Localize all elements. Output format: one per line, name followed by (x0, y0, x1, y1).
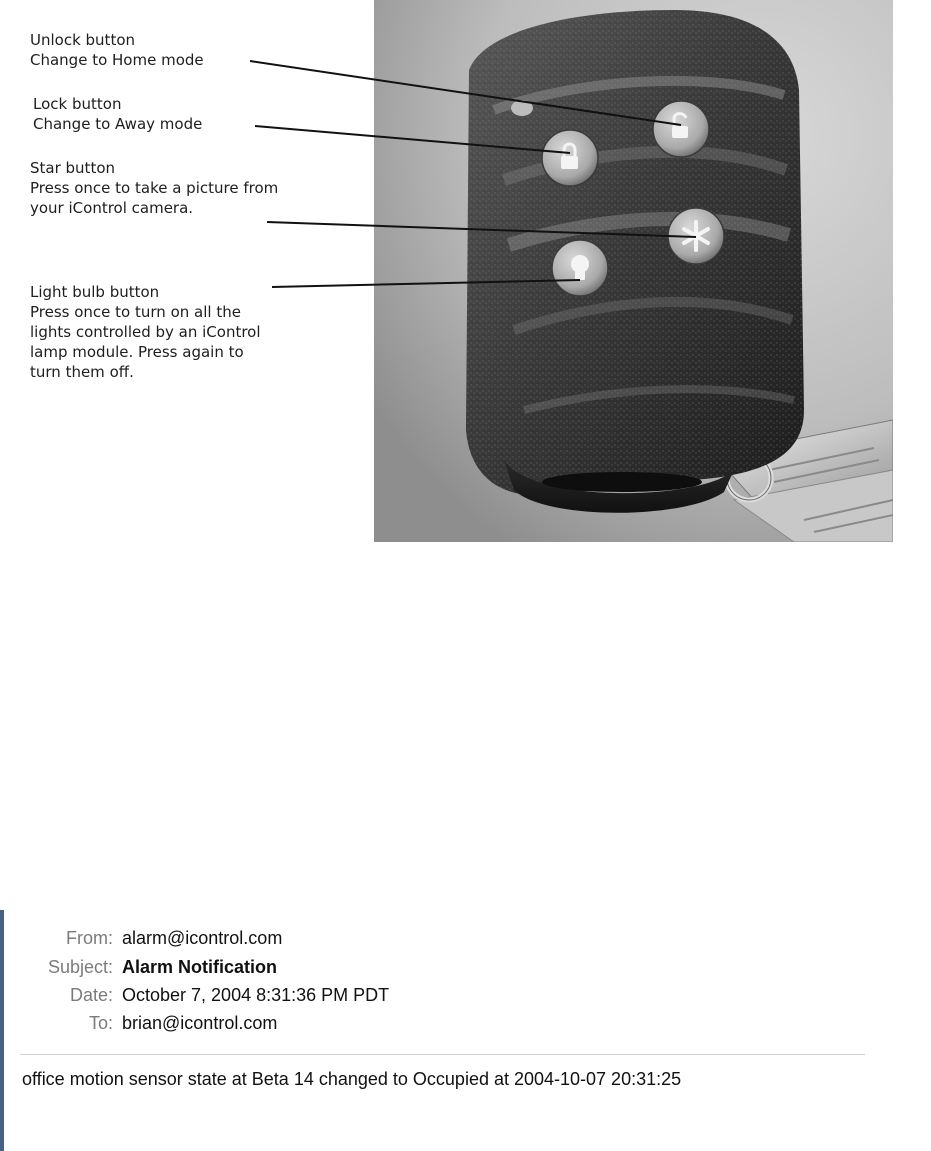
date-label: Date: (69, 985, 113, 1005)
unlock-button-illustration (653, 101, 709, 157)
lock-button-illustration (542, 130, 598, 186)
light-bulb-button-illustration (552, 240, 608, 296)
email-header-from (0, 926, 282, 950)
to-value[interactable]: brian@icontrol.com (122, 1013, 278, 1033)
from-value[interactable]: alarm@icontrol.com (122, 928, 283, 948)
callout-title: Light bulb button (30, 283, 160, 301)
callout-title: Unlock button (30, 31, 136, 49)
email-notification (0, 910, 931, 1151)
subject-label: Subject: (47, 957, 113, 977)
email-header-subject (0, 955, 277, 979)
callout-star-button (30, 158, 330, 218)
callout-description: Change to Away mode (33, 115, 203, 133)
to-label: To: (88, 1013, 113, 1033)
subject-value: Alarm Notification (122, 957, 278, 977)
email-header-date (0, 983, 389, 1007)
callout-light-bulb-button (30, 282, 330, 382)
date-value: October 7, 2004 8:31:36 PM PDT (122, 985, 390, 1005)
callout-description: Press once to turn on all the lights controlled by an iControl lamp module. Press again to turn them off. (30, 303, 261, 381)
keyfob-body (466, 10, 804, 513)
callout-lock-button (33, 94, 333, 134)
callout-description: Change to Home mode (30, 51, 204, 69)
callout-title: Star button (30, 159, 116, 177)
email-body-text: office motion sensor state at Beta 14 changed to Occupied at 2004-10-07 20:31:25 (22, 1069, 682, 1089)
from-label: From: (66, 928, 113, 948)
email-header-to (0, 1011, 277, 1035)
callout-title: Lock button (33, 95, 122, 113)
callout-unlock-button (30, 30, 330, 70)
email-header-divider (20, 1054, 865, 1055)
keyfob-photo (374, 0, 893, 542)
callout-description: Press once to take a picture from your iControl camera. (30, 179, 279, 217)
star-button-illustration (668, 208, 724, 264)
